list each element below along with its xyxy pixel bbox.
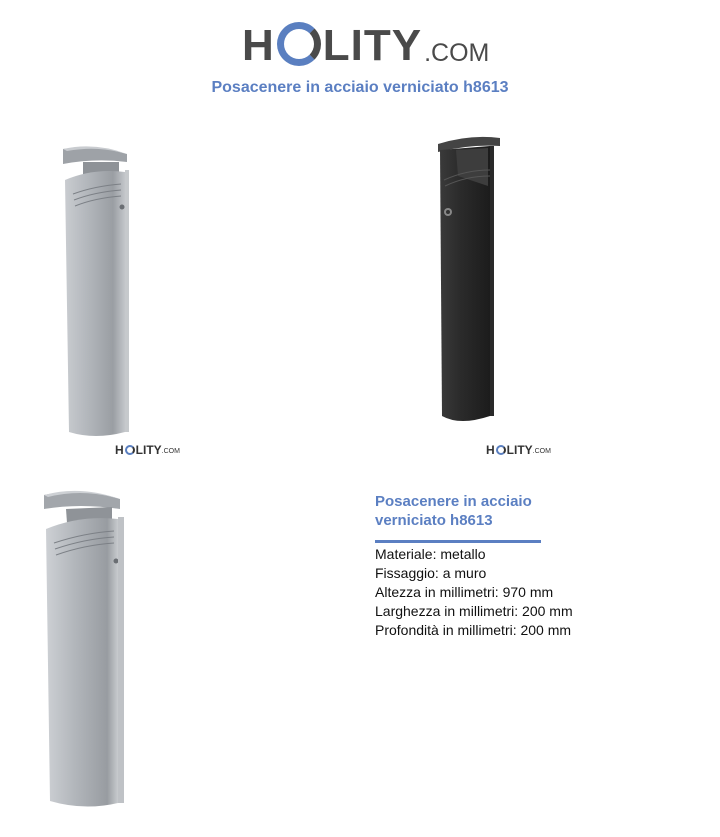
page-title: Posacenere in acciaio verniciato h8613 xyxy=(211,79,509,96)
product-image-black xyxy=(430,130,510,430)
logo-text: LITY xyxy=(322,21,423,70)
watermark-text: LITY xyxy=(135,443,162,457)
watermark-suffix: .COM xyxy=(161,448,180,455)
spec-height: Altezza in millimetri: 970 mm xyxy=(375,584,554,600)
watermark-logo xyxy=(115,444,180,456)
logo-ring-icon xyxy=(277,22,321,66)
watermark-h: H xyxy=(486,443,495,457)
spec-list xyxy=(375,545,573,640)
spec-depth: Profondità in millimetri: 200 mm xyxy=(375,622,572,638)
watermark-logo-2 xyxy=(486,444,551,456)
watermark-h: H xyxy=(115,443,124,457)
site-logo[interactable] xyxy=(242,22,489,68)
watermark-suffix: .COM xyxy=(532,448,551,455)
spec-mounting: Fissaggio: a muro xyxy=(375,565,487,581)
product-details-title: Posacenere in acciaio verniciato h8613 xyxy=(375,493,532,529)
watermark-text: LITY xyxy=(506,443,533,457)
product-image-silver-angled xyxy=(40,485,140,825)
product-image-silver xyxy=(55,140,145,445)
spec-material: Materiale: metallo xyxy=(375,546,486,562)
logo-suffix: .COM xyxy=(424,39,490,67)
logo-letter-h: H xyxy=(242,21,275,70)
spec-width: Larghezza in millimetri: 200 mm xyxy=(375,603,573,619)
watermark-ring-icon xyxy=(125,445,135,455)
details-divider xyxy=(375,540,541,543)
watermark-ring-icon xyxy=(496,445,506,455)
